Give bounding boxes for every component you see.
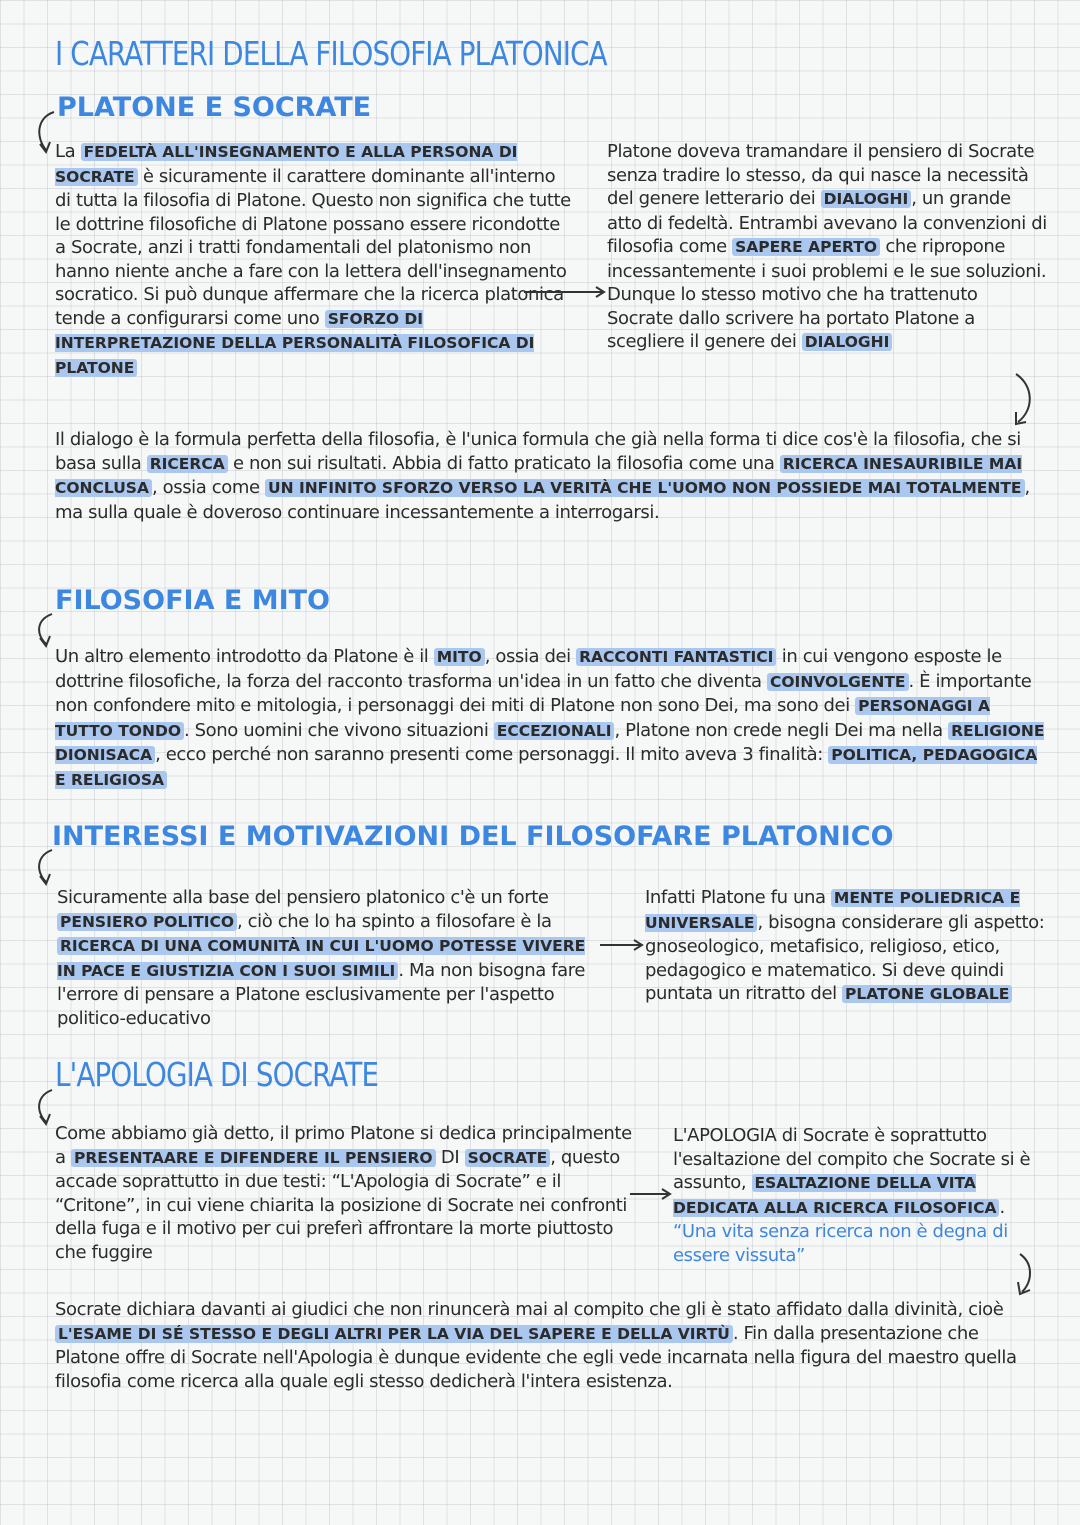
highlight-term: RICERCA DI UNA COMUNITÀ IN CUI L'UOMO POTESSE VIVERE IN PACE E GIUSTIZIA CON I SUOI SIMILI: [57, 937, 586, 980]
text-segment: , ecco perché non saranno presenti come personaggi. Il mito aveva 3 finalità:: [155, 744, 829, 765]
highlight-term: POLITICA, PEDAGOGICA E RELIGIOSA: [55, 746, 1038, 789]
highlight-term: PRESENTAARE E DIFENDERE IL PENSIERO: [71, 1149, 436, 1167]
text-segment: Infatti Platone fu una: [645, 887, 831, 908]
heading-apologia: L'APOLOGIA DI SOCRATE: [55, 1055, 379, 1094]
text-segment: e non sui risultati. Abbia di fatto praticato la filosofia come una: [227, 452, 780, 474]
highlight-term: COINVOLGENTE: [767, 673, 909, 691]
highlight-term: ECCEZIONALI: [494, 722, 615, 740]
text-segment: L'APOLOGIA di Socrate è soprattutto l'esaltazione del compito che Socrate si è assunto,: [673, 1125, 1031, 1193]
curved-arrow-icon: [30, 846, 64, 890]
highlight-term: RACCONTI FANTASTICI: [576, 648, 776, 666]
highlight-term: FEDELTÀ ALL'INSEGNAMENTO E ALLA PERSONA DI SOCRATE: [55, 143, 518, 186]
text-segment: , ciò che lo ha spinto a filosofare è la: [237, 910, 552, 932]
text-segment: , Platone non crede negli Dei ma nella: [614, 719, 949, 741]
highlight-term: L'ESAME DI SÉ STESSO E DEGLI ALTRI PER LA VIA DEL SAPERE E DELLA VIRTÙ: [55, 1325, 733, 1343]
text-segment: . Fin dalla presentazione che Platone offre di Socrate nell'Apologia è dunque evidente che egli vede incarnata nella figura del maestro quella filosofia come ricerca alla quale egli stesso dedicherà l'intera esistenza.: [55, 1322, 1017, 1392]
paragraph-dialogo: [55, 428, 1045, 524]
text-segment: Socrate dichiara davanti ai giudici che non rinuncerà mai al compito che gli è stato affidato dalla divinità, cioè: [55, 1299, 1004, 1320]
text-segment: . È importante non confondere mito e mitologia, i personaggi dei miti di Platone non sono Dei, ma sono dei: [55, 670, 1032, 716]
text-segment: , ma sulla quale è doveroso continuare incessantemente a interrogarsi.: [55, 477, 1030, 523]
highlight-term: MENTE POLIEDRICA E UNIVERSALE: [645, 889, 1021, 932]
text-segment: , questo accade soprattutto in due testi: “L'Apologia di Socrate” e il “Critone”, in cui viene chiarita la posizione di Socrate nei confronti della fuga e il motivo per cui preferì affrontare la morte piuttosto che fuggire: [55, 1146, 627, 1263]
highlight-term: MITO: [434, 648, 485, 666]
paragraph-mito: [55, 645, 1045, 792]
highlight-term: SAPERE APERTO: [732, 238, 880, 256]
right-arrow-icon: [522, 282, 610, 302]
paragraph-interessi-right: [645, 886, 1045, 1007]
heading-platone-socrate: PLATONE E SOCRATE: [57, 92, 372, 123]
text-segment: in cui vengono esposte le dottrine filosofiche, la forza del racconto trasforma un'idea in un fatto che diventa: [55, 646, 1002, 692]
text-segment: DI: [435, 1146, 465, 1168]
paragraph-socrate-giudici: [55, 1298, 1045, 1393]
paragraph-platone-socrate-right: [607, 140, 1047, 355]
highlight-term: RICERCA: [147, 455, 228, 473]
text-segment: Come abbiamo già detto, il primo Platone si dedica principalmente a: [55, 1123, 632, 1168]
text-segment: , ossia come: [151, 477, 265, 498]
highlight-term: RICERCA INESAURIBILE MAI CONCLUSA: [55, 454, 1023, 497]
text-segment: .: [999, 1196, 1005, 1218]
paragraph-interessi-left: [57, 886, 607, 1030]
highlight-term: PERSONAGGI A TUTTO TONDO: [55, 697, 990, 740]
highlight-term: SFORZO DI INTERPRETAZIONE DELLA PERSONALITÀ FILOSOFICA DI PLATONE: [55, 309, 535, 377]
highlight-term: PENSIERO POLITICO: [57, 913, 237, 931]
heading-filosofia-mito: FILOSOFIA E MITO: [55, 585, 330, 616]
text-segment: Un altro elemento introdotto da Platone è il: [55, 646, 434, 667]
text-segment: , bisogna considerare gli aspetto: gnoseologico, metafisico, religioso, etico, pedagogico e matematico. Si deve quindi puntata un ritratto del: [645, 911, 1045, 1004]
heading-interessi: INTERESSI E MOTIVAZIONI DEL FILOSOFARE PLATONICO: [52, 821, 894, 852]
paragraph-platone-socrate-left: [55, 140, 575, 380]
right-arrow-icon: [598, 935, 648, 955]
text-segment: Platone doveva tramandare il pensiero di Socrate senza tradire lo stesso, da qui nasce la necessità del genere letterario dei: [607, 141, 1035, 209]
highlight-term: SOCRATE: [465, 1149, 551, 1167]
quote-text: “Una vita senza ricerca non è degna di essere vissuta”: [673, 1221, 1008, 1266]
highlight-term: DIALOGHI: [821, 190, 912, 208]
text-segment: . Sono uomini che vivono situazioni: [184, 719, 494, 741]
curved-arrow-icon: [1008, 370, 1038, 430]
text-segment: Il dialogo è la formula perfetta della filosofia, è l'unica formula che già nella forma ti dice cos'è la filosofia, che si basa sulla: [55, 429, 1021, 474]
text-segment: . Ma non bisogna fare l'errore di pensare a Platone esclusivamente per l'aspetto politico-educativo: [57, 959, 586, 1029]
text-segment: La: [55, 141, 81, 162]
highlight-term: DIALOGHI: [802, 333, 893, 351]
text-segment: , un grande atto di fedeltà. Entrambi avevano la convenzioni di filosofia come: [607, 188, 1047, 257]
page-title: I CARATTERI DELLA FILOSOFIA PLATONICA: [55, 34, 607, 73]
highlight-term: PLATONE GLOBALE: [842, 985, 1012, 1003]
curved-arrow-icon: [1010, 1250, 1040, 1300]
text-segment: Sicuramente alla base del pensiero platonico c'è un forte: [57, 887, 549, 908]
highlight-term: ESALTAZIONE DELLA VITA DEDICATA ALLA RICERCA FILOSOFICA: [673, 1174, 999, 1217]
text-segment: è sicuramente il carattere dominante all'interno di tutta la filosofia di Platone. Questo non significa che tutte le dottrine filosofiche di Platone possano essere ricondotte a Socrate, anzi i tratti fondamentali del platonismo non hanno niente anche a fare con la lettera dell'insegnamento socratico. Si può dunque affermare che la ricerca platonica tende a configurarsi come uno: [55, 165, 571, 329]
paragraph-apologia-left: [55, 1122, 645, 1264]
right-arrow-icon: [628, 1184, 676, 1204]
text-segment: che ripropone incessantemente i suoi problemi e le sue soluzioni. Dunque lo stesso motivo che ha trattenuto Socrate dallo scrivere ha portato Platone a scegliere il genere dei: [607, 236, 1047, 352]
highlight-term: UN INFINITO SFORZO VERSO LA VERITÀ CHE L'UOMO NON POSSIEDE MAI TOTALMENTE: [265, 479, 1025, 497]
text-segment: , ossia dei: [484, 646, 577, 667]
paragraph-apologia-right: [673, 1124, 1048, 1267]
highlight-term: RELIGIONE DIONISACA: [55, 721, 1045, 764]
